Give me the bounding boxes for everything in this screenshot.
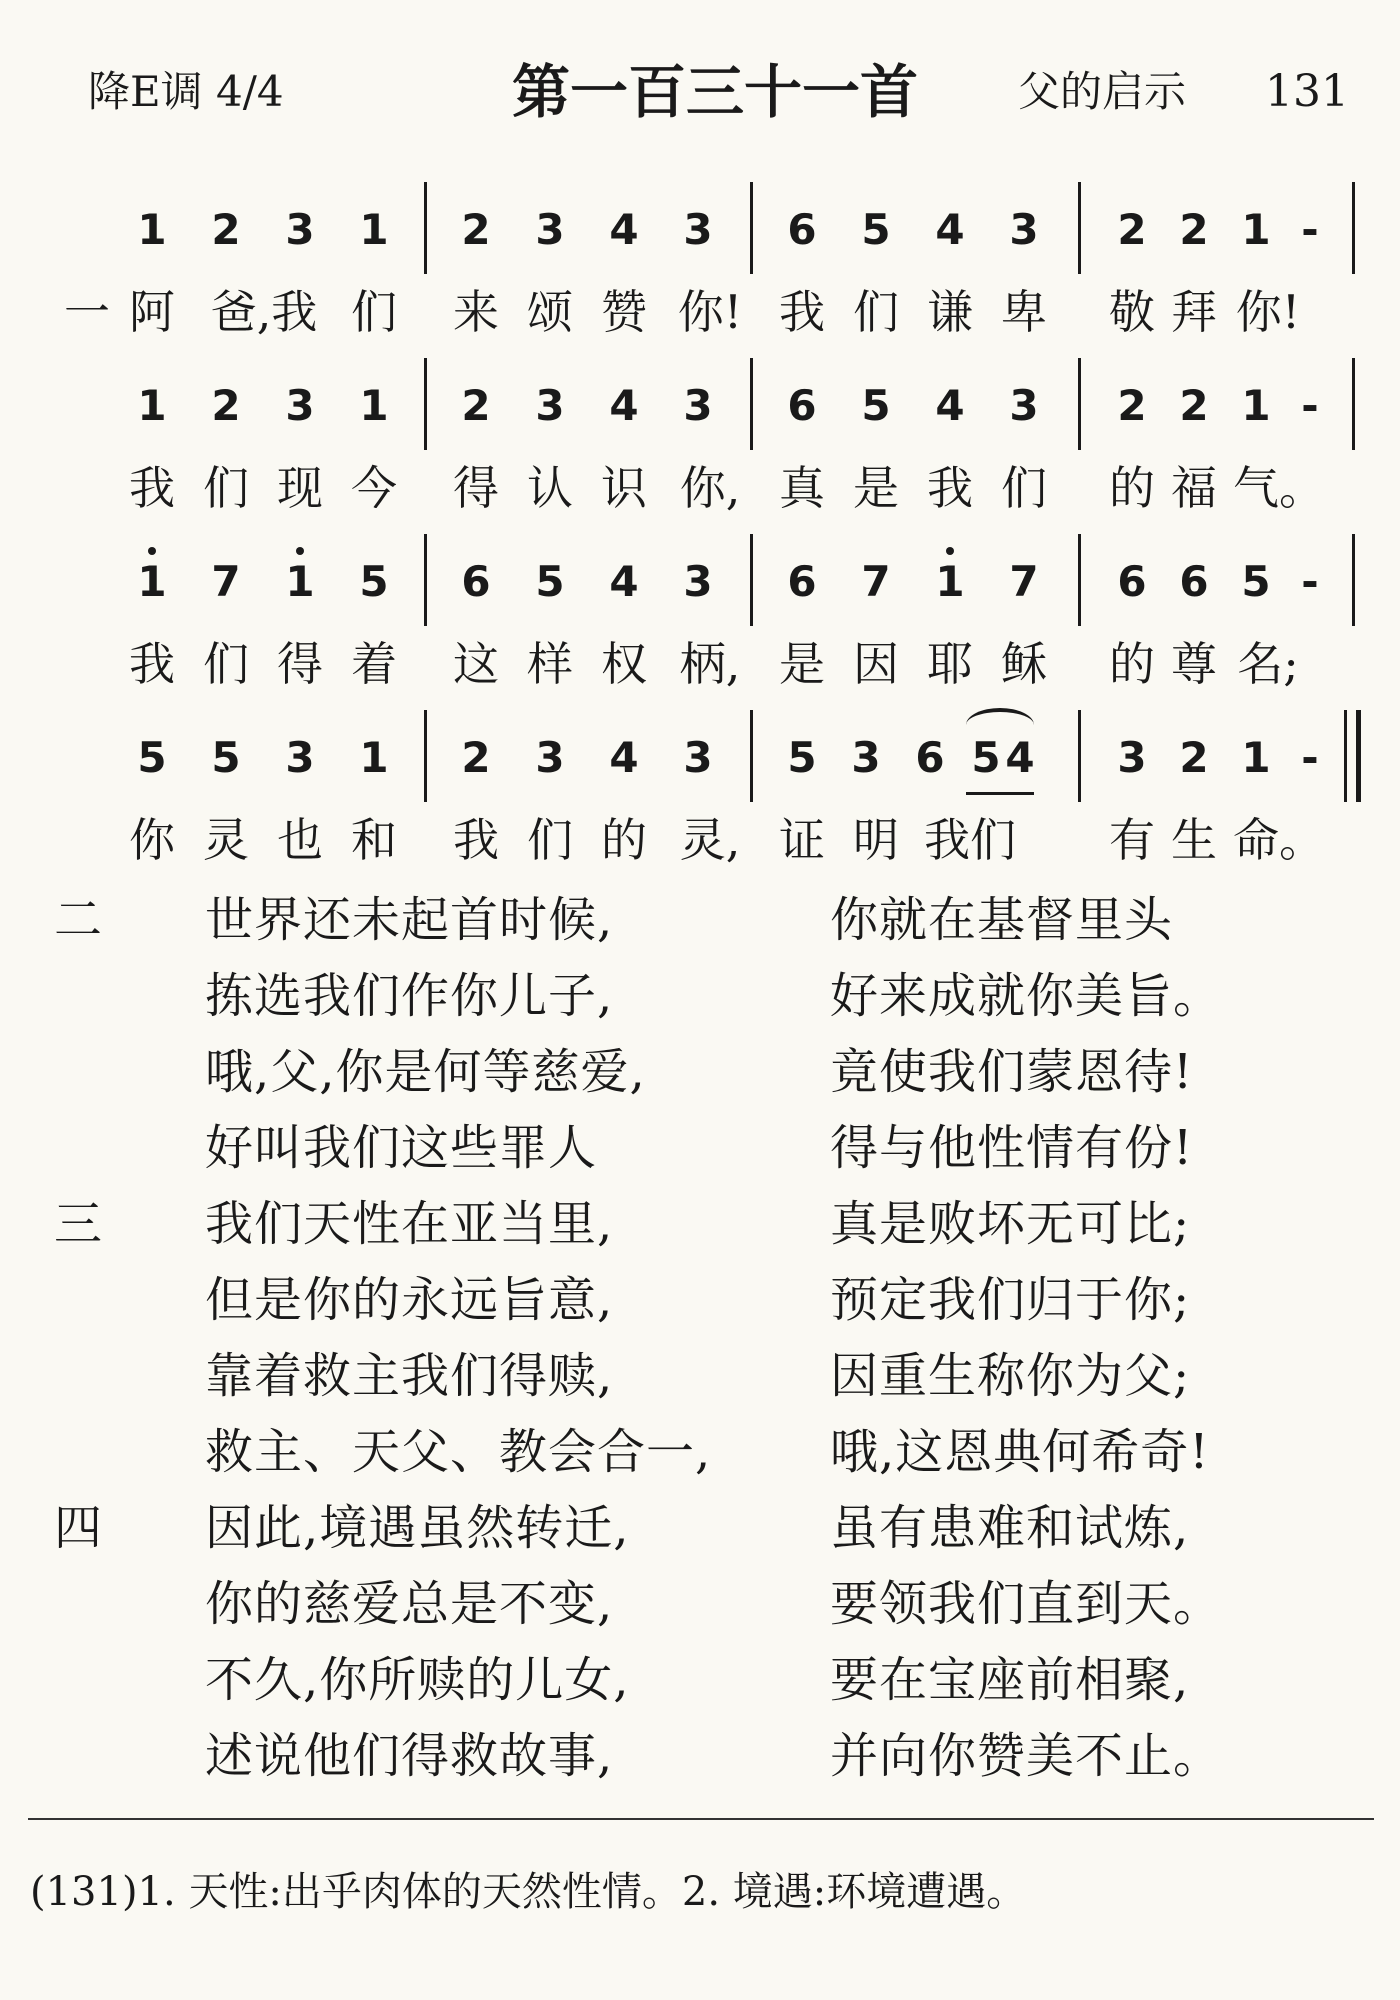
music-row-4 [0, 710, 1400, 802]
note: 2 [1117, 205, 1147, 254]
note: 6 [787, 557, 817, 606]
stanza-line-left: 我们天性在亚当里, [205, 1196, 614, 1252]
stanza-line-right: 要领我们直到天。 [830, 1576, 1223, 1632]
lyric: 的 [601, 813, 647, 867]
note: 3 [285, 205, 315, 254]
stanza-line-right: 竟使我们蒙恩待! [830, 1044, 1194, 1100]
footnote-divider [28, 1818, 1374, 1820]
high-octave-dot [946, 547, 954, 555]
lyric: 命。 [1233, 813, 1325, 867]
stanza-line-right: 并向你赞美不止。 [830, 1728, 1223, 1784]
note: 3 [285, 733, 315, 782]
lyric: 因 [853, 637, 899, 691]
note: 2 [1117, 381, 1147, 430]
lyric: 阿 [129, 285, 175, 339]
note: - [1301, 557, 1319, 606]
note: 5 [211, 733, 241, 782]
music-row-2 [0, 358, 1400, 450]
lyric: 们 [203, 461, 249, 515]
note: 7 [1009, 557, 1039, 606]
note: 3 [535, 381, 565, 430]
note: 1 [137, 205, 167, 254]
lyrics-row-2 [0, 450, 1400, 526]
lyric: 颂 [527, 285, 573, 339]
lyric: 你! [677, 285, 743, 339]
note: 2 [211, 205, 241, 254]
note: 1 [137, 381, 167, 430]
footnote: (131)1. 天性:出乎肉体的天然性情。2. 境遇:环境遭遇。 [30, 1869, 1027, 1915]
lyric: 们 [1001, 461, 1047, 515]
lyric: 你, [679, 461, 741, 515]
note: 4 [609, 205, 639, 254]
lyric: 我 [453, 813, 499, 867]
lyric: 卑 [1001, 285, 1047, 339]
note: 1 [935, 557, 965, 606]
note: 3 [1009, 205, 1039, 254]
lyric: 你 [129, 813, 175, 867]
bar-line [1078, 534, 1081, 626]
lyric: 我 [927, 461, 973, 515]
bar-line [1352, 358, 1355, 450]
note: - [1301, 205, 1319, 254]
bar-line [750, 710, 753, 802]
lyric: 权 [601, 637, 647, 691]
lyric: 的 [1109, 637, 1155, 691]
bar-line [750, 534, 753, 626]
high-octave-dot [296, 547, 304, 555]
note: 5 [1241, 557, 1271, 606]
note: 1 [285, 557, 315, 606]
stanza-line-left: 拣选我们作你儿子, [205, 968, 614, 1024]
note: 5 [861, 381, 891, 430]
lyric: 样 [527, 637, 573, 691]
lyric: 有 [1109, 813, 1155, 867]
stanza-line-left: 述说他们得救故事, [205, 1728, 614, 1784]
note: 1 [1241, 205, 1271, 254]
note: 6 [461, 557, 491, 606]
lyric: 耶 [927, 637, 973, 691]
note: - [1301, 381, 1319, 430]
lyric: 们 [853, 285, 899, 339]
hymn-subtitle: 父的启示 [1018, 67, 1187, 116]
eighth-underline [966, 792, 1034, 795]
lyric: 着 [351, 637, 397, 691]
lyric: 今 [351, 461, 397, 515]
lyric: 柄, [679, 637, 741, 691]
lyric: 气。 [1233, 461, 1325, 515]
bar-line [1078, 182, 1081, 274]
note: 6 [787, 205, 817, 254]
note: 5 [971, 733, 1001, 782]
note: 3 [535, 205, 565, 254]
note: 4 [1005, 733, 1035, 782]
note: 2 [1179, 733, 1209, 782]
lyric: 来 [453, 285, 499, 339]
bar-line [750, 182, 753, 274]
stanza-line-right: 得与他性情有份! [830, 1120, 1194, 1176]
lyric: 谦 [927, 285, 973, 339]
stanza-line-left: 但是你的永远旨意, [205, 1272, 614, 1328]
final-bar-line-thick [1356, 710, 1361, 802]
bar-line [424, 534, 427, 626]
lyric: 我们 [924, 813, 1016, 867]
note: 2 [211, 381, 241, 430]
lyric: 得 [277, 637, 323, 691]
note: 3 [285, 381, 315, 430]
note: 5 [137, 733, 167, 782]
hymn-title: 第一百三十一首 [512, 58, 919, 126]
lyric: 稣 [1001, 637, 1047, 691]
lyrics-row-4 [0, 802, 1400, 878]
lyric: 证 [779, 813, 825, 867]
tie-arc [966, 708, 1034, 742]
note: 4 [609, 381, 639, 430]
note: 3 [683, 733, 713, 782]
stanza-line-left: 世界还未起首时候, [205, 892, 614, 948]
note: 2 [1179, 381, 1209, 430]
lyric: 得 [453, 461, 499, 515]
lyric: 爸,我 [210, 285, 318, 339]
note: 5 [359, 557, 389, 606]
stanza-line-right: 因重生称你为父; [830, 1348, 1191, 1404]
lyric: 你! [1235, 285, 1301, 339]
note: 3 [683, 205, 713, 254]
high-octave-dot [148, 547, 156, 555]
note: 3 [535, 733, 565, 782]
lyric: 我 [129, 637, 175, 691]
stanza-line-left: 救主、天父、教会合一, [205, 1424, 712, 1480]
note: 5 [535, 557, 565, 606]
bar-line [1078, 358, 1081, 450]
note: 5 [787, 733, 817, 782]
note: 2 [1179, 205, 1209, 254]
note: 2 [461, 205, 491, 254]
note: 4 [935, 381, 965, 430]
lyric: 福 [1171, 461, 1217, 515]
bar-line [1352, 534, 1355, 626]
note: 5 [861, 205, 891, 254]
stanza-line-left: 不久,你所赎的儿女, [205, 1652, 630, 1708]
final-bar-line-thin [1344, 710, 1347, 802]
stanza-number: 四 [54, 1500, 103, 1556]
bar-line [424, 358, 427, 450]
stanza-line-left: 靠着救主我们得赎, [205, 1348, 614, 1404]
bar-line [424, 710, 427, 802]
note: 3 [1009, 381, 1039, 430]
note: 1 [1241, 733, 1271, 782]
note: 6 [1179, 557, 1209, 606]
stanza-line-right: 虽有患难和试炼, [830, 1500, 1190, 1556]
lyric: 和 [351, 813, 397, 867]
stanza-line-right: 哦,这恩典何希奇! [830, 1424, 1210, 1480]
note: 1 [359, 381, 389, 430]
note: 1 [137, 557, 167, 606]
stanza-line-right: 真是败坏无可比; [830, 1196, 1191, 1252]
note: 7 [861, 557, 891, 606]
note: 2 [461, 381, 491, 430]
note: 3 [1117, 733, 1147, 782]
lyric: 认 [527, 461, 573, 515]
lyric: 这 [453, 637, 499, 691]
lyric: 赞 [601, 285, 647, 339]
stanza-line-left: 好叫我们这些罪人 [205, 1120, 598, 1176]
bar-line [424, 182, 427, 274]
stanza-line-right: 好来成就你美旨。 [830, 968, 1223, 1024]
lyric: 我 [129, 461, 175, 515]
bar-line [750, 358, 753, 450]
lyric: 灵 [203, 813, 249, 867]
stanza-line-left: 你的慈爱总是不变, [205, 1576, 614, 1632]
note: 1 [1241, 381, 1271, 430]
lyric: 我 [779, 285, 825, 339]
music-row-3 [0, 534, 1400, 626]
music-row-1 [0, 182, 1400, 274]
note: 6 [1117, 557, 1147, 606]
note: 3 [851, 733, 881, 782]
lyric: 生 [1171, 813, 1217, 867]
note: 3 [683, 381, 713, 430]
bar-line [1078, 710, 1081, 802]
note: 3 [683, 557, 713, 606]
note: - [1301, 733, 1319, 782]
lyric: 现 [277, 461, 323, 515]
verse-number: 一 [64, 285, 110, 339]
lyric: 明 [853, 813, 899, 867]
note: 1 [359, 205, 389, 254]
stanza-line-left: 哦,父,你是何等慈爱, [205, 1044, 646, 1100]
stanza-line-right: 预定我们归于你; [830, 1272, 1191, 1328]
note: 7 [211, 557, 241, 606]
lyric: 灵, [679, 813, 741, 867]
lyric: 是 [853, 461, 899, 515]
lyric: 识 [601, 461, 647, 515]
note: 4 [609, 557, 639, 606]
lyric: 拜 [1171, 285, 1217, 339]
key-signature: 降E调 4/4 [88, 67, 284, 116]
stanza-number: 二 [54, 892, 103, 948]
lyric: 真 [779, 461, 825, 515]
lyric: 的 [1109, 461, 1155, 515]
lyric: 们 [351, 285, 397, 339]
note: 6 [915, 733, 945, 782]
lyric: 们 [527, 813, 573, 867]
stanza-number: 三 [54, 1196, 103, 1252]
hymn-number: 131 [1265, 66, 1349, 117]
stanza-line-right: 你就在基督里头 [830, 892, 1174, 948]
lyrics-row-1 [0, 274, 1400, 350]
lyric: 敬 [1109, 285, 1155, 339]
stanza-line-right: 要在宝座前相聚, [830, 1652, 1190, 1708]
lyric: 们 [203, 637, 249, 691]
lyric: 尊 [1171, 637, 1217, 691]
note: 4 [609, 733, 639, 782]
lyric: 也 [277, 813, 323, 867]
note: 1 [359, 733, 389, 782]
lyric: 是 [779, 637, 825, 691]
note: 6 [787, 381, 817, 430]
stanza-line-left: 因此,境遇虽然转迁, [205, 1500, 630, 1556]
bar-line [1352, 182, 1355, 274]
note: 4 [935, 205, 965, 254]
lyrics-row-3 [0, 626, 1400, 702]
lyric: 名; [1237, 637, 1299, 691]
note: 2 [461, 733, 491, 782]
